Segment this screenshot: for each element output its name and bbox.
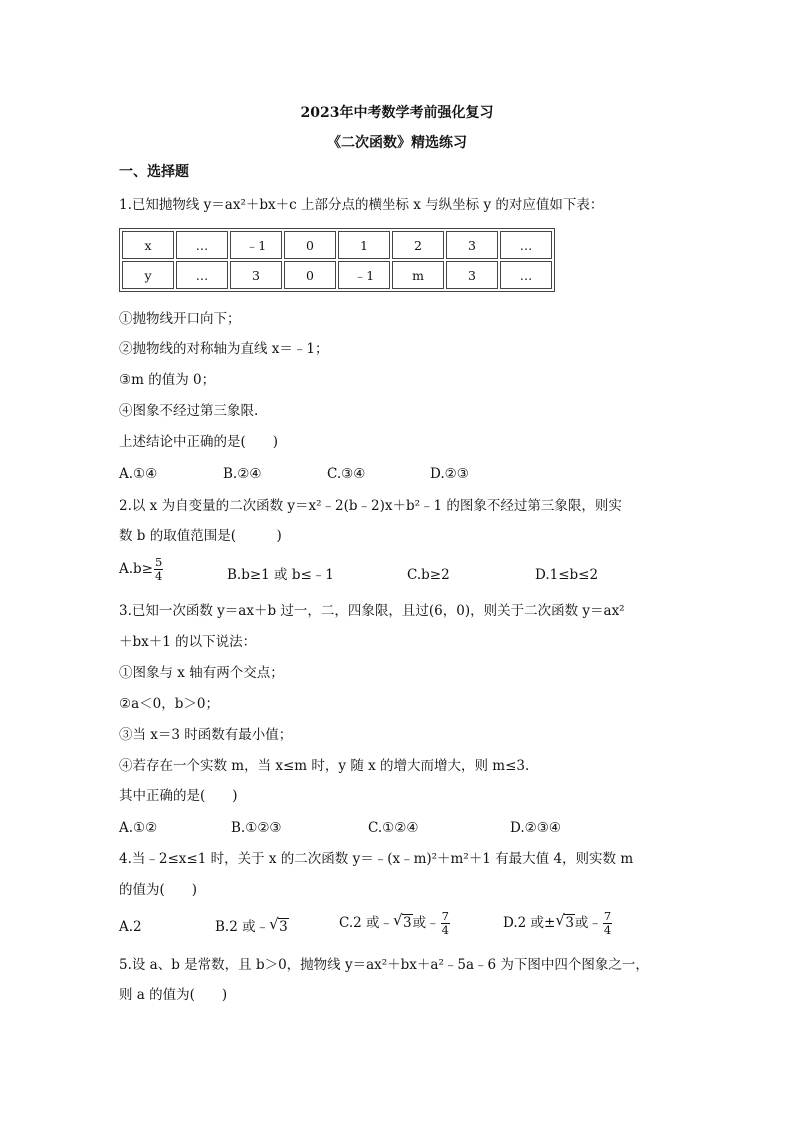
q4-option-b-prefix: B.2 或﹣: [215, 919, 270, 935]
q1-option-b: B.②④: [223, 466, 262, 482]
q2-stem-line1: 2.以 x 为自变量的二次函数 y＝x²﹣2(b﹣2)x＋b²﹣1 的图象不经过第三象限，则实: [119, 498, 622, 514]
q5-stem-line2: 则 a 的值为( ): [119, 987, 228, 1003]
table-row-y: [122, 261, 552, 289]
q4-option-c-prefix: C.2 或﹣: [339, 915, 394, 931]
radicand: 3: [279, 919, 288, 935]
table-cell: m: [392, 261, 444, 289]
fraction-numerator: 7: [603, 909, 612, 923]
q4-option-d: [503, 910, 613, 937]
q1-option-c: C.③④: [327, 466, 366, 482]
q4-stem-line1: 4.当﹣2≤x≤1 时，关于 x 的二次函数 y＝﹣(x﹣m)²＋m²＋1 有最大值 4，则实数 m: [119, 851, 634, 867]
q5-stem-line1: 5.设 a、b 是常数，且 b＞0，抛物线 y＝ax²＋bx＋a²﹣5a﹣6 为下图中四个图象之一，: [119, 957, 649, 973]
q1-statement-4: ④图象不经过第三象限.: [119, 403, 259, 419]
table-cell: 1: [338, 231, 390, 259]
fraction: [441, 910, 450, 937]
q2-stem-line2: 数 b 的取值范围是( ): [119, 528, 282, 544]
q1-option-a: A.①④: [119, 466, 158, 482]
sqrt-sign: √ 3: [393, 911, 412, 931]
q3-statement-3: ③当 x＝3 时函数有最小值；: [119, 727, 293, 743]
fraction-denominator: 4: [603, 923, 612, 937]
q3-statement-2: ②a＜0，b＞0；: [119, 696, 219, 712]
q4-option-b: [215, 915, 289, 936]
q4-option-c-mid: 或﹣: [412, 915, 440, 931]
q3-option-d: D.②③④: [510, 820, 561, 836]
fraction-denominator: 4: [441, 923, 449, 937]
q3-option-c: C.①②④: [368, 820, 419, 836]
fraction-denominator: 4: [155, 569, 163, 583]
table-cell: 3: [446, 261, 498, 289]
q1-prompt: 上述结论中正确的是( ): [119, 434, 279, 450]
q3-prompt: 其中正确的是( ): [119, 788, 238, 804]
fraction: [603, 910, 612, 937]
table-cell: …: [176, 261, 228, 289]
q3-option-a: A.①②: [119, 820, 158, 836]
q1-value-table: [119, 228, 555, 292]
q2-option-a-prefix: A.b≥: [119, 561, 153, 577]
q2-option-d: D.1≤b≤2: [535, 567, 599, 583]
q2-option-c: C.b≥2: [407, 567, 450, 583]
q2-option-b: B.b≥1 或 b≤﹣1: [227, 567, 334, 583]
table-row-x: [122, 231, 552, 259]
sqrt-sign: √ 3: [555, 911, 574, 931]
fraction-numerator: 5: [155, 555, 163, 569]
table-cell: …: [500, 231, 552, 259]
table-cell: …: [500, 261, 552, 289]
q1-stem: 1.已知抛物线 y＝ax²＋bx＋c 上部分点的横坐标 x 与纵坐标 y 的对应值如下表：: [119, 197, 604, 213]
table-cell: 0: [284, 261, 336, 289]
document-subtitle: 《二次函数》精选练习: [327, 135, 467, 151]
table-cell: ﹣1: [338, 261, 390, 289]
q4-option-a: A.2: [119, 919, 142, 935]
table-cell: 2: [392, 231, 444, 259]
table-cell: ﹣1: [230, 231, 282, 259]
table-cell: y: [122, 261, 174, 289]
q4-option-c: [339, 910, 451, 937]
fraction-numerator: 7: [441, 909, 449, 923]
q1-statement-1: ①抛物线开口向下；: [119, 311, 241, 327]
document-title: 2023年中考数学考前强化复习: [300, 105, 494, 121]
sqrt-sign: √ 3: [269, 915, 288, 935]
table-cell: 3: [230, 261, 282, 289]
q1-statement-2: ②抛物线的对称轴为直线 x＝﹣1；: [119, 341, 329, 357]
radicand: 3: [565, 915, 574, 931]
table-cell: x: [122, 231, 174, 259]
q4-stem-line2: 的值为( ): [119, 882, 198, 898]
q1-statement-3: ③m 的值为 0；: [119, 372, 216, 388]
q3-statement-4: ④若存在一个实数 m，当 x≤m 时，y 随 x 的增大而增大，则 m≤3.: [119, 758, 530, 774]
q1-option-d: D.②③: [430, 466, 469, 482]
table-cell: 3: [446, 231, 498, 259]
table-cell: …: [176, 231, 228, 259]
q3-stem-line2: ＋bx＋1 的以下说法：: [119, 634, 257, 650]
q2-option-a: [119, 556, 164, 583]
q3-stem-line1: 3.已知一次函数 y＝ax＋b 过一，二，四象限，且过(6，0)，则关于二次函数 y＝ax²: [119, 603, 625, 619]
fraction: [154, 556, 163, 583]
table-cell: 0: [284, 231, 336, 259]
q3-statement-1: ①图象与 x 轴有两个交点；: [119, 665, 284, 681]
section-heading: 一、选择题: [119, 164, 189, 180]
q4-option-d-mid: 或﹣: [574, 915, 602, 931]
q3-option-b: B.①②③: [231, 820, 282, 836]
q4-option-d-prefix: D.2 或±: [503, 915, 556, 931]
radicand: 3: [403, 915, 412, 931]
